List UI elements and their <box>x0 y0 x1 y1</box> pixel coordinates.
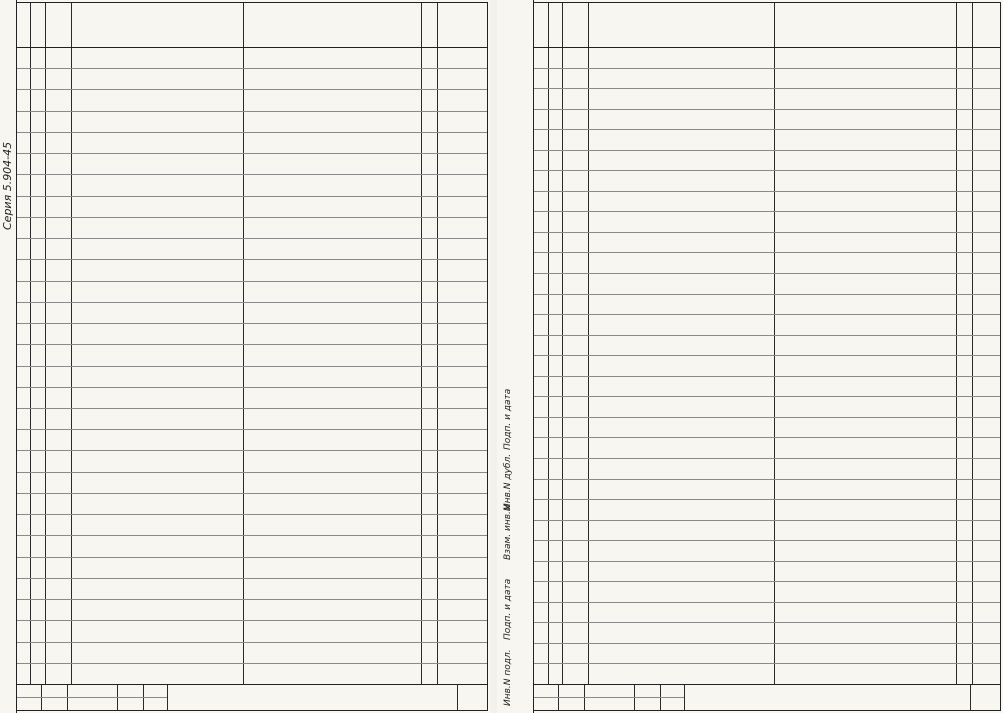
row-divider <box>17 238 487 239</box>
title-block <box>17 684 487 711</box>
row-divider <box>17 132 487 133</box>
row-divider <box>17 217 487 218</box>
row-divider <box>534 499 1000 500</box>
row-divider <box>534 273 1000 274</box>
side-label: Взам. инв.N <box>503 504 513 560</box>
row-divider <box>17 89 487 90</box>
row-divider <box>17 535 487 536</box>
row-divider <box>17 578 487 579</box>
row-divider <box>17 620 487 621</box>
row-divider <box>17 557 487 558</box>
row-divider <box>17 344 487 345</box>
row-divider <box>17 196 487 197</box>
stamp-divider <box>167 685 168 711</box>
stamp-divider <box>67 685 68 711</box>
row-divider <box>534 314 1000 315</box>
stamp-divider <box>17 697 167 698</box>
row-divider <box>534 88 1000 89</box>
left-sheet <box>0 0 490 713</box>
row-divider <box>17 387 487 388</box>
row-divider <box>534 191 1000 192</box>
row-divider <box>17 663 487 664</box>
row-divider <box>534 663 1000 664</box>
row-divider <box>534 294 1000 295</box>
right-sheet <box>497 0 1003 713</box>
row-divider <box>534 479 1000 480</box>
stamp-divider <box>117 685 118 711</box>
row-divider <box>17 174 487 175</box>
row-divider <box>17 153 487 154</box>
stamp-divider <box>684 685 685 711</box>
row-divider <box>17 68 487 69</box>
left-side-strip <box>0 0 17 713</box>
header-divider <box>534 47 1000 48</box>
row-divider <box>534 602 1000 603</box>
row-divider <box>534 396 1000 397</box>
row-divider <box>534 540 1000 541</box>
row-divider <box>534 129 1000 130</box>
row-divider <box>534 170 1000 171</box>
side-label: Инв.N дубл. <box>503 453 513 510</box>
row-divider <box>17 408 487 409</box>
stamp-divider <box>660 685 661 711</box>
side-label: Инв.N подл. <box>503 649 513 706</box>
stamp-divider <box>143 685 144 711</box>
title-block <box>534 684 1000 711</box>
row-divider <box>17 429 487 430</box>
row-divider <box>17 366 487 367</box>
row-divider <box>534 643 1000 644</box>
row-divider <box>17 642 487 643</box>
row-divider <box>534 232 1000 233</box>
sheet-box-divider <box>970 685 971 711</box>
header-divider <box>17 47 487 48</box>
row-divider <box>534 355 1000 356</box>
row-divider <box>534 150 1000 151</box>
side-label: Подп. и дата <box>503 388 513 450</box>
row-divider <box>17 259 487 260</box>
row-divider <box>534 417 1000 418</box>
row-divider <box>534 335 1000 336</box>
row-divider <box>17 281 487 282</box>
row-divider <box>534 622 1000 623</box>
row-divider <box>534 211 1000 212</box>
row-divider <box>17 599 487 600</box>
row-divider <box>534 437 1000 438</box>
row-divider <box>17 323 487 324</box>
stamp-divider <box>41 685 42 711</box>
row-divider <box>534 458 1000 459</box>
row-divider <box>534 520 1000 521</box>
row-divider <box>17 514 487 515</box>
row-divider <box>534 581 1000 582</box>
row-divider <box>17 493 487 494</box>
row-divider <box>534 68 1000 69</box>
row-divider <box>17 472 487 473</box>
row-divider <box>17 111 487 112</box>
row-divider <box>534 252 1000 253</box>
row-divider <box>534 561 1000 562</box>
sheet-box-divider <box>457 685 458 711</box>
stamp-divider <box>634 685 635 711</box>
stamp-divider <box>584 685 585 711</box>
stamp-divider <box>558 685 559 711</box>
stamp-divider <box>534 697 684 698</box>
right-spec-table <box>533 2 1001 711</box>
left-spec-table <box>16 2 488 711</box>
row-divider <box>534 376 1000 377</box>
side-label: Подп. и дата <box>503 578 513 640</box>
row-divider <box>17 450 487 451</box>
row-divider <box>534 109 1000 110</box>
series-label: Серия 5.904-45 <box>1 141 14 230</box>
row-divider <box>17 302 487 303</box>
